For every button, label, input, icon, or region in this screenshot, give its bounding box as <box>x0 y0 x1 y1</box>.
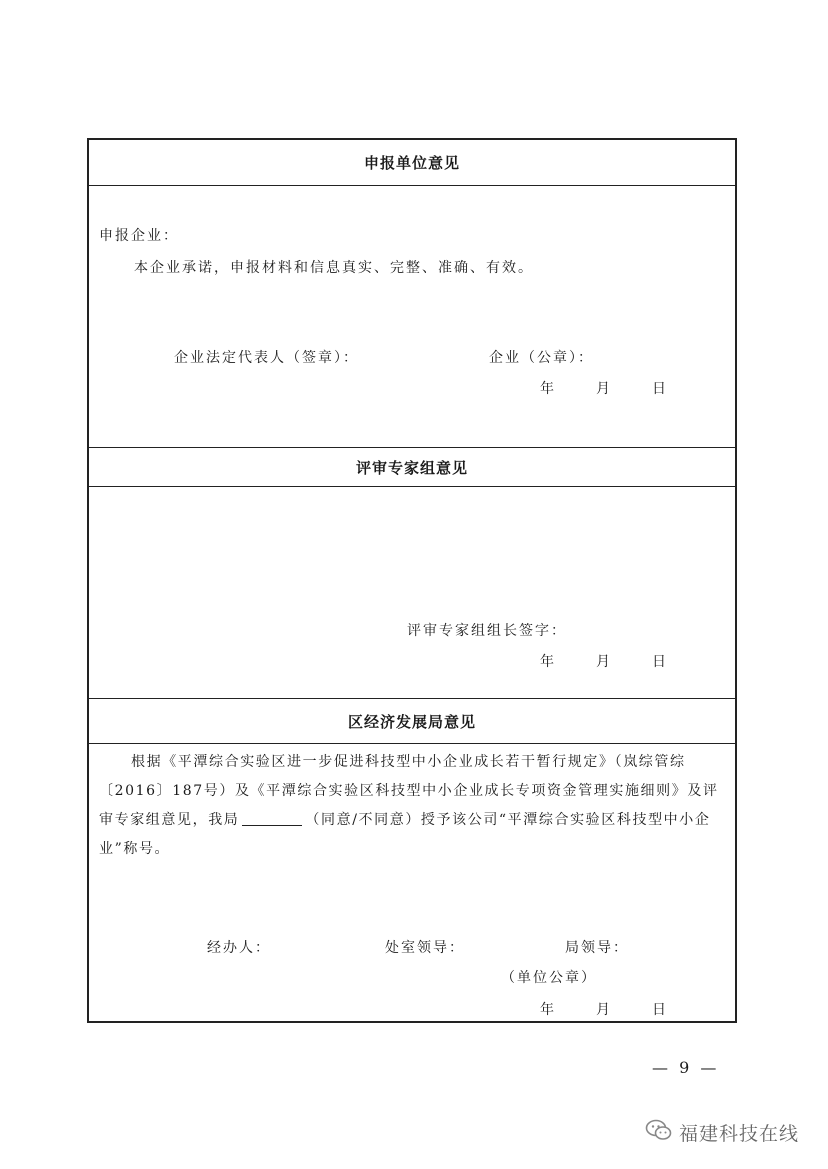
watermark <box>645 1118 799 1146</box>
section-title: 评审专家组意见 <box>355 458 468 477</box>
legal-rep-signature-label: 企业法定代表人（签章）： <box>174 350 359 366</box>
applicant-opinion-section <box>89 140 735 447</box>
expert-panel-opinion-section <box>89 447 735 699</box>
date-day: 日 <box>652 381 668 397</box>
wechat-icon <box>645 1118 673 1146</box>
handler-label: 经办人： <box>207 940 271 956</box>
unit-seal-label: （单位公章） <box>501 970 597 986</box>
opinion-blank-field[interactable] <box>242 811 302 826</box>
economic-bureau-opinion-section <box>89 698 735 1024</box>
date-month: 月 <box>596 654 612 670</box>
application-form-table <box>87 138 737 1023</box>
company-label: 申报企业： <box>99 228 179 244</box>
section-title: 申报单位意见 <box>363 154 460 172</box>
pledge-text: 本企业承诺，申报材料和信息真实、完整、准确、有效。 <box>134 260 534 276</box>
date-year: 年 <box>540 381 556 397</box>
section-header <box>89 699 735 744</box>
date-day: 日 <box>652 1002 668 1018</box>
date-year: 年 <box>540 1002 556 1018</box>
panel-leader-signature-label: 评审专家组组长签字： <box>407 623 567 639</box>
dept-leader-label: 处室领导： <box>385 940 465 956</box>
watermark-text: 福建科技在线 <box>679 1122 800 1145</box>
bureau-leader-label: 局领导： <box>565 940 629 956</box>
section-title: 区经济发展局意见 <box>347 712 476 731</box>
section-header <box>89 448 735 487</box>
bureau-opinion-paragraph: 根据《平潭综合实验区进一步促进科技型中小企业成长若干暂行规定》（岚综管综〔2016〕187号）及《平潭综合实验区科技型中小企业成长专项资金管理实施细则》及评审专家组意见，我局 （同意/不同意）授予该公司“平潭综合实验区科技型中小企业”称号。 <box>99 754 719 857</box>
page-number: — 9 — <box>652 1058 720 1077</box>
date-day: 日 <box>652 654 668 670</box>
section-header <box>89 140 735 186</box>
date-year: 年 <box>540 654 556 670</box>
company-seal-label: 企业（公章）： <box>489 350 594 366</box>
date-month: 月 <box>596 381 612 397</box>
date-month: 月 <box>596 1002 612 1018</box>
